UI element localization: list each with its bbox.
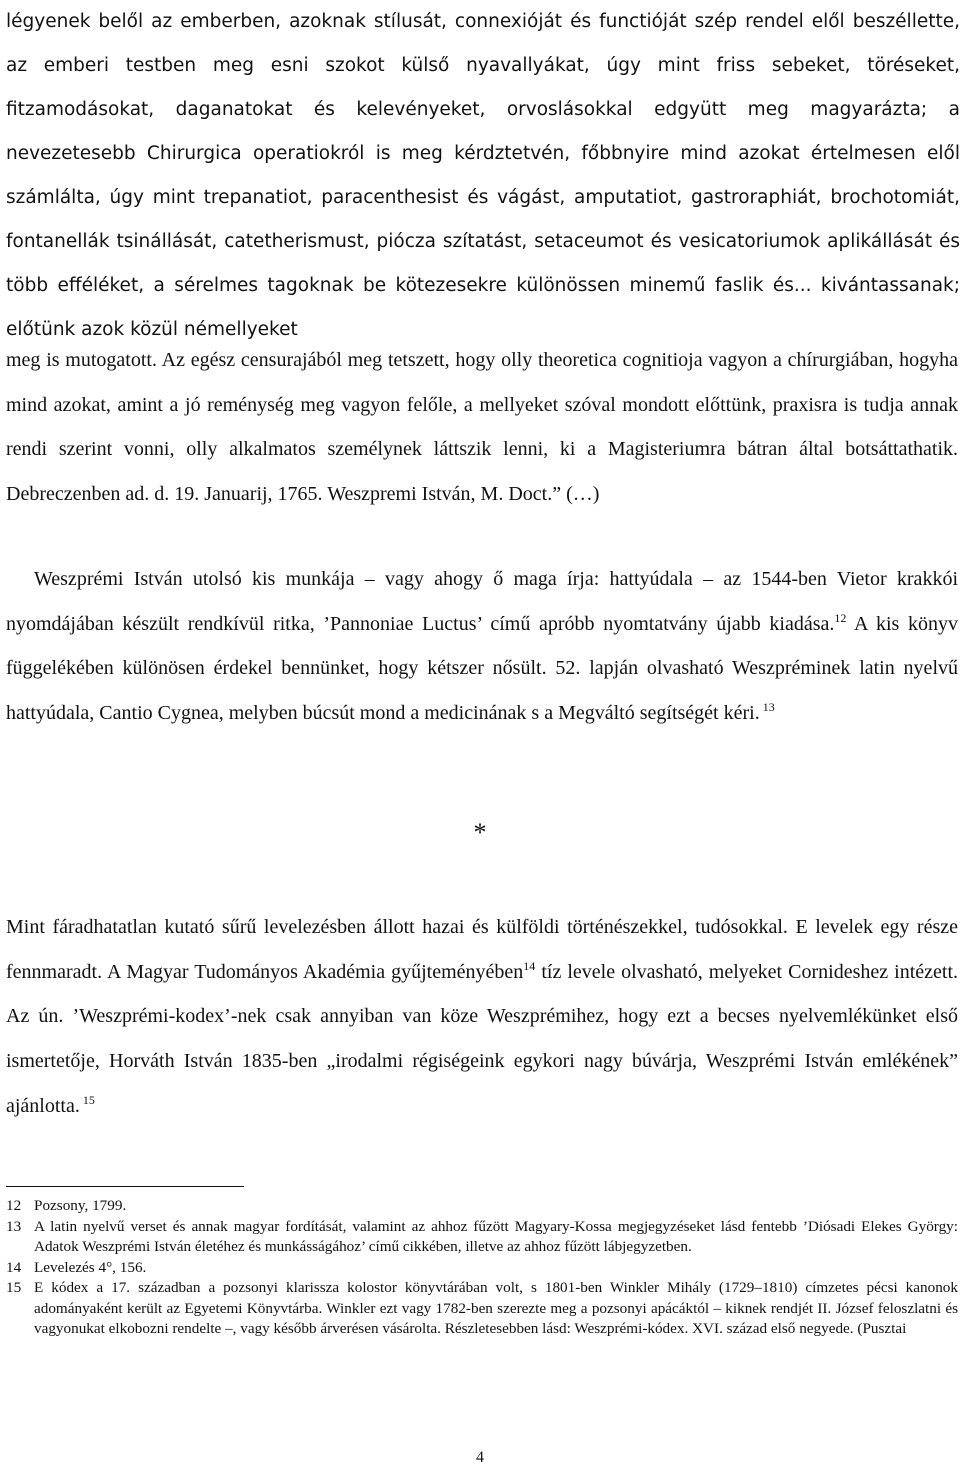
footnote-ref-12[interactable]: 12 (834, 610, 847, 625)
paragraph-text: A kis könyv függelékében különösen érdekel bennünket, hogy kétszer nősült. 52. lapján olvasható Weszpréminek latin nyelvű hattyúdala, Cantio Cygnea, melyben búcsút mond a medicinának s a Megváltó segítségét kéri. (6, 612, 958, 725)
paragraph-censure-conclusion: meg is mutogatott. Az egész censurajából meg tetszett, hogy olly theoretica cognitioja vagyon a chírurgiában, hogyha mind azokat, amint a jó reménység meg vagyon felőle, a mellyeket szóval mondott előttünk, praxisra is tudja annak rendi szerint vonni, olly alkalmatos személynek láttszik lenni, ki a Magisteriumra bátran által botsáttathatik. Debreczenben ad. d. 19. Januarij, 1765. Weszpremi István, M. Doct.” (…) (6, 349, 958, 506)
footnote-separator (6, 1186, 244, 1187)
footnote-text: A latin nyelvű verset és annak magyar fordítását, valamint az ahhoz fűzött Magyary-Kossa megjegyzéseket lásd fentebb ’Diósadi Elekes György: Adatok Weszprémi István életéhez és munkásságához’ című cikkében, illetve az ahhoz fűzött lábjegyzetben. (34, 1217, 958, 1255)
footnote-ref-15[interactable]: 15 (79, 1092, 95, 1107)
footnote-number: 14 (6, 1258, 22, 1276)
footnotes (6, 1196, 958, 1340)
footnote-number: 15 (6, 1279, 22, 1296)
footnote-number: 13 (6, 1217, 22, 1235)
footnote-item (6, 1258, 958, 1279)
section-separator: * (473, 818, 487, 847)
quoted-certificate-text: légyenek belől az emberben, azoknak stílusát, connexióját és functióját szép rendel elől beszéllette, az emberi testben meg esni szokot külső nyavallyákat, úgy mint friss sebeket, töréseket, fitzamodásokat, daganatokat és kelevényeket, orvoslásokkal edgyütt meg magyarázta; a nevezetesebb Chirurgica operatiokról is meg kérdztetvén, főbbnyire mind azokat értelmesen elől számlálta, úgy mint trepanatiot, paracenthesist és vágást, amputatiot, gastroraphiát, brochotomiát, fontanellák tsinállását, catetherismust, pióсza szítatást, setaceumot és vesicatoriumok aplikállását és több efféléket, a sérelmes tagoknak be kötezesekre különössen minemű faslik és... kivántassanak; előtünk azok közül némellyeket (6, 11, 960, 340)
footnote-item (6, 1217, 958, 1258)
footnote-text: Pozsony, 1799. (34, 1197, 127, 1214)
paragraph-correspondence (6, 905, 958, 1129)
paragraph-text: Mint fáradhatatlan kutató sűrű levelezésben állott hazai és külföldi történészekkel, tudósokkal. E levelek egy része fennmaradt. A Magyar Tudományos Akadémia gyűjteményében (6, 916, 958, 983)
footnote-ref-13[interactable]: 13 (759, 700, 775, 715)
page-number: 4 (476, 1449, 484, 1466)
footnote-number: 12 (6, 1197, 22, 1214)
footnote-text: Levelezés 4°, 156. (34, 1258, 147, 1276)
footnote-item (6, 1196, 958, 1217)
paragraph-text: Weszprémi István utolsó kis munkája – vagy ahogy ő maga írja: hattyúdala – az 1544-ben Vietor krakkói nyomdájában készült rendkívül ritka, ’Pannoniae Luctus’ című apróbb nyomtatvány újabb kiadása. (6, 568, 958, 635)
footnote-item (6, 1278, 958, 1340)
footnote-text: E kódex a 17. században a pozsonyi klarissza kolostor könyvtárában volt, s 1801-ben Winkler Mihály (1729–1810) címzetes pécsi kanonok adományaként került az Egyetemi Könyvtárba. Winkler ezt vagy 1782-ben szerezte meg a pozsonyi apácáktól – kiknek rendjét II. József feloszlatni és vagyonukat elkobozni rendelte –, vagy később árverésen vásárolta. Részletesebben lásd: Weszprémi-kódex. XVI. század első negyede. (Pusztai (34, 1279, 958, 1337)
footnote-ref-14[interactable]: 14 (523, 958, 536, 973)
paragraph-pannoniae-luctus (6, 557, 958, 736)
paragraph-text: tíz levele olvasható, melyeket Cornideshez intézett. Az ún. ’Weszprémi-kodex’-nek csak annyiban van köze Weszprémihez, hogy ezt a becses nyelvemlékünket első ismertetője, Horváth István 1835-ben „irodalmi régiségeink egykori nagy búvárja, Weszprémi István emlékének” ajánlotta. (6, 960, 958, 1117)
